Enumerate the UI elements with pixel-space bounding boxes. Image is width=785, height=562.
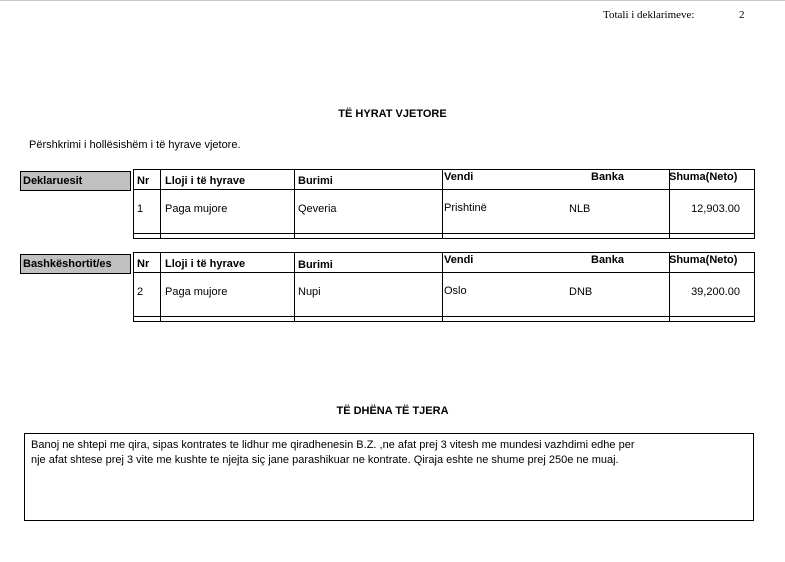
row-place: Oslo <box>444 285 467 297</box>
top-rule <box>0 0 785 1</box>
income-description: Përshkrimi i hollësishëm i të hyrave vjetore. <box>29 139 241 151</box>
row-amount: 12,903.00 <box>691 203 740 215</box>
col-header-nr: Nr <box>137 258 150 270</box>
col-header-amount: Shuma(Neto) <box>669 171 738 183</box>
spouse-label: Bashkëshortit/es <box>20 254 131 274</box>
col-header-nr: Nr <box>137 175 150 187</box>
row-source: Qeveria <box>298 203 337 215</box>
row-nr: 1 <box>137 203 144 215</box>
col-header-amount: Shuma(Neto) <box>669 254 738 266</box>
other-data-line-2: nje afat shtese prej 3 vite me kushte te njejta siç jane parashikuar ne kontrate. Qiraja eshte ne shume prej 250e ne muaj. <box>31 454 619 466</box>
col-header-type: Lloji i të hyrave <box>165 258 246 270</box>
row-source: Nupi <box>298 286 321 298</box>
col-header-source: Burimi <box>298 175 333 187</box>
row-bank: DNB <box>569 286 593 298</box>
row-amount: 39,200.00 <box>691 286 740 298</box>
col-header-place: Vendi <box>444 254 474 266</box>
row-bank: NLB <box>569 203 591 215</box>
total-declarations-label: Totali i deklarimeve: <box>603 9 695 21</box>
other-data-line-1: Banoj ne shtepi me qira, sipas kontrates te lidhur me qiradhenesin B.Z. ,ne afat prej 3 vitesh me mundesi vazhdimi edhe per <box>31 439 635 451</box>
row-type: Paga mujore <box>165 203 228 215</box>
declarant-income-table <box>133 169 755 239</box>
spouse-income-table <box>133 252 755 322</box>
other-data-textbox <box>24 433 754 521</box>
col-header-place: Vendi <box>444 171 474 183</box>
col-header-source: Burimi <box>298 259 333 271</box>
col-header-bank: Banka <box>591 171 625 183</box>
row-nr: 2 <box>137 286 144 298</box>
col-header-type: Lloji i të hyrave <box>165 175 246 187</box>
income-section-title: TË HYRAT VJETORE <box>338 108 447 120</box>
row-type: Paga mujore <box>165 286 228 298</box>
row-place: Prishtinë <box>444 202 487 214</box>
other-data-section-title: TË DHËNA TË TJERA <box>336 405 449 417</box>
col-header-bank: Banka <box>591 254 625 266</box>
total-declarations-value: 2 <box>739 9 745 21</box>
declarant-label: Deklaruesit <box>20 171 131 191</box>
